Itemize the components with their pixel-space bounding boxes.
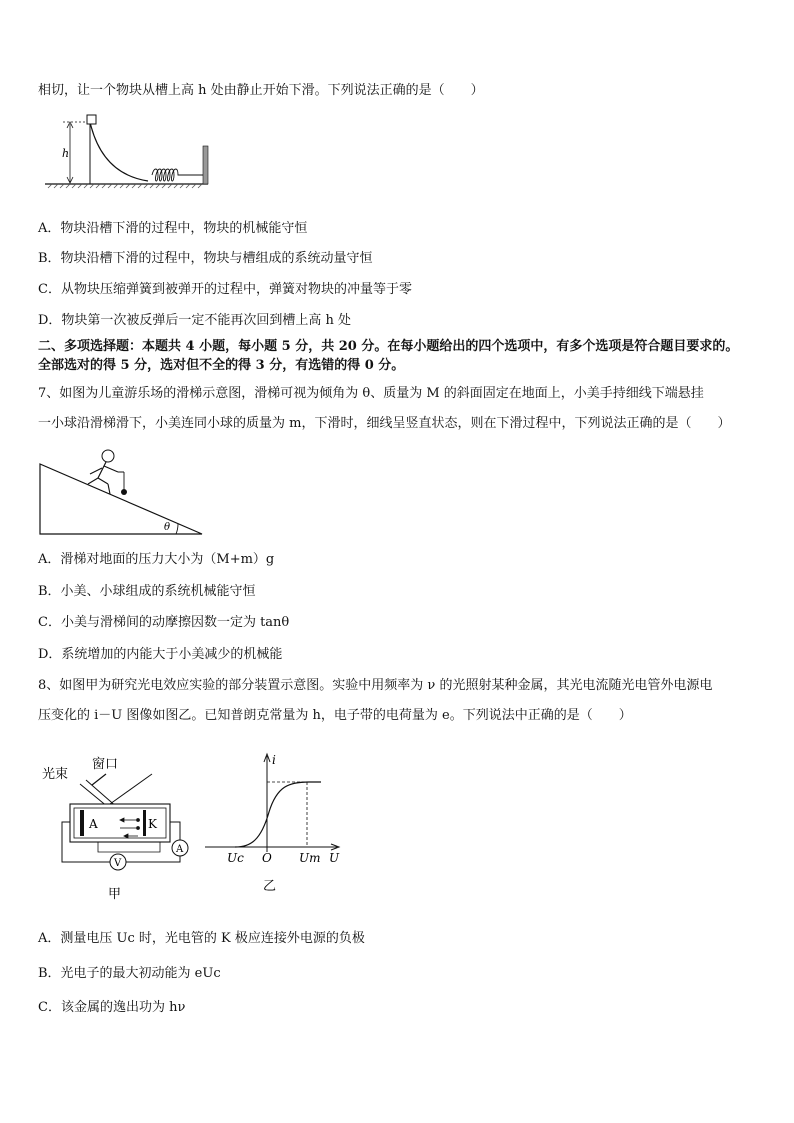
q7-figure	[38, 448, 206, 538]
q6-option-c: C．从物块压缩弹簧到被弹开的过程中，弹簧对物块的冲量等于零	[38, 282, 412, 297]
q8-um-label: Um	[299, 851, 321, 865]
q7-theta-label: θ	[164, 522, 171, 533]
q7-option-b: B．小美、小球组成的系统机械能守恒	[38, 584, 256, 599]
q8-option-c: C．该金属的逸出功为 hν	[38, 1000, 186, 1015]
q7-stem-line1: 7、如图为儿童游乐场的滑梯示意图，滑梯可视为倾角为 θ、质量为 M 的斜面固定在地面上，小美手持细线下端悬挂	[38, 386, 704, 401]
q8-figure-circuit-caption: 甲	[108, 887, 122, 902]
q6-figure	[40, 112, 215, 192]
q8-option-b: B．光电子的最大初动能为 eUc	[38, 966, 221, 981]
q6-option-d: D．物块第一次被反弹后一定不能再次回到槽上高 h 处	[38, 313, 352, 328]
section2-instructions-line1: 二、多项选择题：本题共 4 小题，每小题 5 分，共 20 分。在每小题给出的四个选项中，有多个选项是符合题目要求的。	[38, 339, 739, 354]
q8-anode-label: A	[89, 817, 98, 831]
q6-h-label: h	[62, 147, 70, 160]
q7-option-c: C．小美与滑梯间的动摩擦因数一定为 tanθ	[38, 615, 290, 630]
q8-stem-line2: 压变化的 i－U 图像如图乙。已知普朗克常量为 h，电子带的电荷量为 e。下列说法中正确的是（ ）	[38, 708, 632, 723]
q7-option-a: A．滑梯对地面的压力大小为（M+m）g	[38, 552, 275, 567]
q8-cathode-label: K	[148, 817, 157, 831]
q6-stem: 相切，让一个物块从槽上高 h 处由静止开始下滑。下列说法正确的是（ ）	[38, 83, 484, 98]
q6-option-b: B．物块沿槽下滑的过程中，物块与槽组成的系统动量守恒	[38, 251, 373, 266]
q8-x-axis-label: U	[329, 851, 340, 865]
q7-stem-line2: 一小球沿滑梯滑下，小美连同小球的质量为 m，下滑时，细线呈竖直状态，则在下滑过程中，下列说法正确的是（ ）	[38, 416, 731, 431]
q8-voltmeter-label: V	[114, 858, 122, 869]
q8-stem-line1: 8、如图甲为研究光电效应实验的部分装置示意图。实验中用频率为 ν 的光照射某种金属，其光电流随光电管外电源电	[38, 678, 713, 693]
q8-origin-label: O	[262, 851, 272, 865]
q8-window-label: 窗口	[92, 757, 119, 772]
q6-option-a: A．物块沿槽下滑的过程中，物块的机械能守恒	[38, 221, 308, 236]
section2-instructions-line2: 全部选对的得 5 分，选对但不全的得 3 分，有选错的得 0 分。	[38, 358, 405, 373]
q8-beam-label: 光束	[42, 767, 69, 782]
q8-figure-iu-graph	[205, 752, 355, 897]
q8-ammeter-label: A	[176, 844, 184, 855]
q8-option-a: A．测量电压 Uc 时，光电管的 K 极应连接外电源的负极	[38, 931, 365, 946]
q8-y-axis-label: i	[272, 753, 276, 767]
q8-uc-label: Uc	[227, 851, 244, 865]
q7-option-d: D．系统增加的内能大于小美减少的机械能	[38, 647, 283, 662]
q8-figure-circuit	[40, 752, 190, 902]
q8-figure-iu-caption: 乙	[263, 879, 277, 894]
